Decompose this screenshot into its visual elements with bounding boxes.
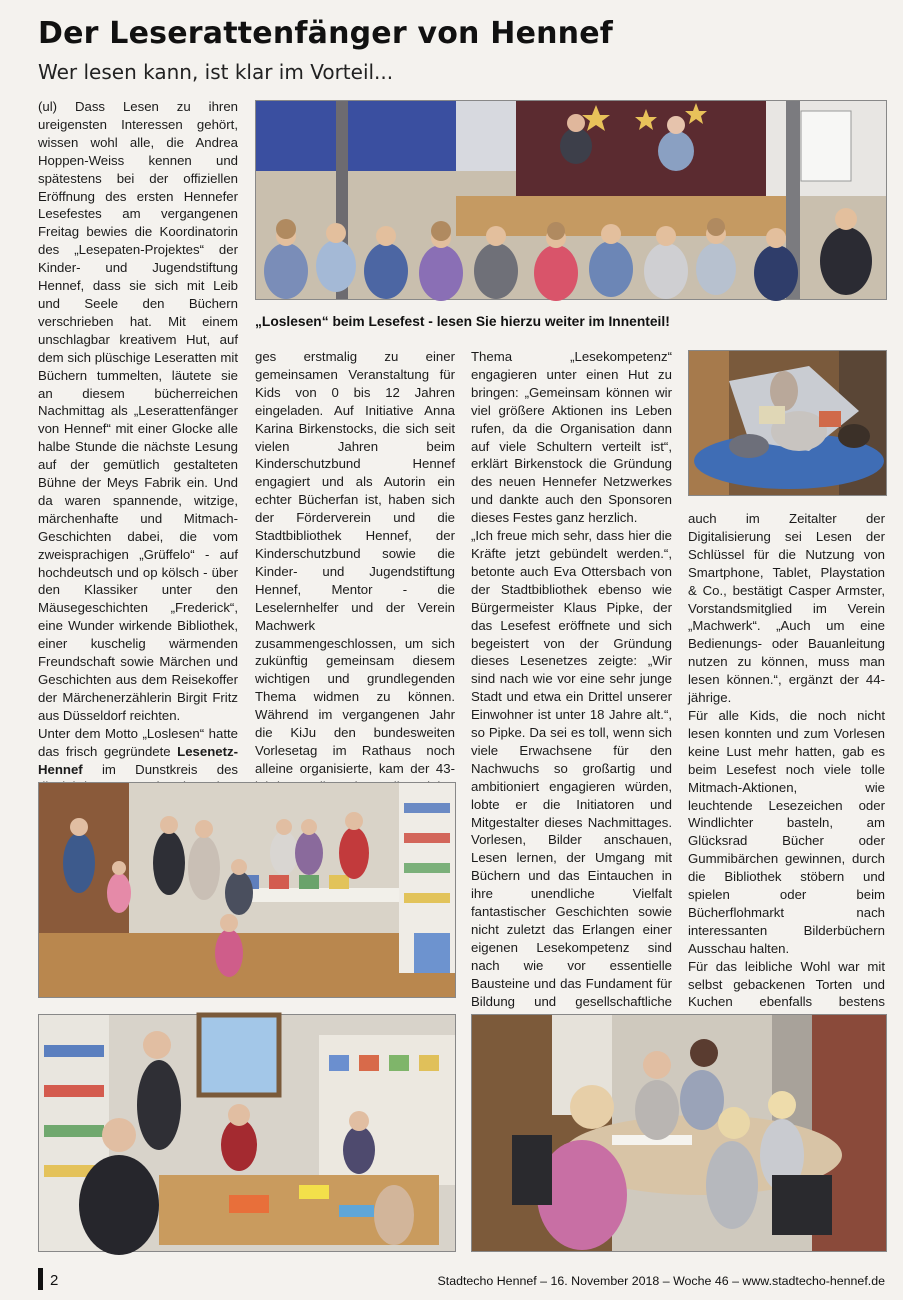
article-column-3 [471, 348, 672, 1009]
photo-stage-reading-graphic [256, 101, 886, 299]
article-column-2 [255, 348, 455, 776]
page-number: 2 [50, 1272, 59, 1289]
col1-paragraph-1: (ul) Dass Lesen zu ihren ureigensten Interessen gehört, wissen wohl alle, die Andrea Hoppen-Weiss kennen und spätestens bei der offiziellen Eröffnung des ersten Hennefer Lesefestes am vergangenen Freitag bewies die Koordinatorin des „Lesepaten-Projektes“ der Kinder- und Jugendstiftung Hennef, dass sie sich mit Leib und Seele den Büchern verschrieben hat. Mit einem unschlagbar kreativem Hut, auf dem sich plüschige Leseratten mit Büchern tummelten, läutete sie an diesem bücherreichen Nachmittag als „Leserattenfänger von Hennef“ mit einer Glocke alle halbe Stunde die nächste Lesung auf der gemütlich gestalteten Bühne der Meys Fabrik ein. Und da waren spannende, witzige, märchenhafte und Mitmach-Geschichten dabei, die vom zweisprachigen „Grüffelo“ - auf hochdeutsch und op kölsch - über den Klassiker unter den Mäusegeschichten „Frederick“, eine Wunder wirkende Bibliothek, einer kuschelig wärmenden Freundschaft sowie Märchen und Geschichten aus dem Reisekoffer der Märchenerzählerin Birgit Fritz aus Düsseldorf reichten. [38, 99, 238, 723]
page-number-bar [38, 1268, 43, 1290]
photo-book-table-graphic [39, 783, 455, 997]
lesenetz-hennef-bold: Lesenetz-Hennef [38, 743, 238, 777]
col3-paragraph-1: Thema „Lesekompetenz“ engagieren unter einen Hut zu bringen: „Gemeinsam können wir viel größere Aktionen ins Leben rufen, da die Organisation dann auf viele Schultern verteilt ist“, erklärt Birkenstock die Gründung des neuen Hennefer Netzwerkes und dankte auch den Sponsoren dieses Festes ganz herzlich. [471, 349, 672, 526]
photo-rat-hat-graphic [689, 351, 886, 495]
article-headline: Der Leserattenfänger von Hennef [38, 16, 614, 51]
photo-craft-table-graphic [39, 1015, 455, 1251]
col4-paragraph-2: Für alle Kids, die noch nicht lesen konnten und zum Vorlesen keine Lust mehr hatten, gab es beim Lesefest noch viele tolle Mitmach-Aktionen, wie leuchtende Lesezeichen oder Windlichter basteln, am Glücksrad Bücher oder Gummibärchen gewinnen, durch die Bibliothek stöbern und spielen oder beim Bücherflohmarkt nach interessanten Bilderbüchern Ausschau halten. [688, 707, 885, 956]
article-column-4 [688, 510, 885, 1010]
photo-caption: „Loslesen“ beim Lesefest - lesen Sie hierzu weiter im Innenteil! [255, 314, 670, 329]
photo-rat-hat [688, 350, 887, 496]
article-column-1 [38, 98, 238, 777]
photo-book-table [38, 782, 456, 998]
photo-children-crafting [471, 1014, 887, 1252]
col4-paragraph-3: Für das leibliche Wohl war mit selbst gebackenen Torten und Kuchen ebenfalls bestens [688, 958, 885, 1010]
photo-stage-reading [255, 100, 887, 300]
col4-paragraph-1: auch im Zeitalter der Digitalisierung sei Lesen der Schlüssel für die Nutzung von Smartphone, Tablet, Playstation & Co., bestätigt Casper Armster, Vorstandsmitglied im Verein „Machwerk“. „Auch um eine Bedienungs- oder Bauanleitung nutzen zu können, muss man lesen können.“, ergänzt der 44-jährige. [688, 511, 885, 706]
col2-paragraph-1: ges erstmalig zu einer gemeinsamen Veranstaltung für Kids von 0 bis 12 Jahren eingeladen. Auf Initiative Anna Karina Birkenstocks, die sich seit vielen Jahren beim Kinderschutzbund Hennef engagiert und als Autorin ein echter Bücherfan ist, haben sich der Förderverein und die Stadtbibliothek Hennef, der Kinderschutzbund sowie die Kinder- und Jugendstiftung Hennef, Mentor - die Leselernhelfer und der Verein Machwerk zusammengeschlossen, um sich zukünftig gemeinsam diesem wichtigen und grundlegenden Thema widmen zu können. Während im vergangenen Jahr die KiJu den bundesweiten Vorlesetag im Rathaus noch alleine organisierte, kam der 43- [255, 349, 455, 776]
article-subheadline: Wer lesen kann, ist klar im Vorteil... [38, 60, 394, 84]
col1-p2-end: im Dunstkreis des [101, 761, 238, 777]
photo-craft-table [38, 1014, 456, 1252]
col1-p2-start: Unter dem Motto „Loslesen“ hatte das frisch gegründete [38, 725, 238, 759]
photo-children-crafting-graphic [472, 1015, 886, 1251]
footer-imprint: Stadtecho Hennef – 16. November 2018 – Woche 46 – www.stadtecho-hennef.de [437, 1274, 885, 1288]
col3-paragraph-2: „Ich freue mich sehr, dass hier die Kräfte jetzt gebündelt werden.“, betonte auch Eva Ottersbach von der Stadtbibliothek ebenso wie Bürgermeister Klaus Pipke, der das Lesefest eröffnete und sich begeistert von der Gründung dieses Lesenetzes zeigte: „Wir sind nach wie vor eine sehr junge Stadt und etwa ein Drittel unserer Einwohner ist unter 18 Jahre alt.“, so Pipke. Da sei es toll, wenn sich viele Erwachsene für den Nachwuchs so großartig und ambitioniert engagieren würden, lobte er die Initiatoren und Mitgestalter dieses Nachmittages. Vorlesen, Bilder anschauen, Lesen lernen, der Umgang mit Büchern und das Eintauchen in ihre unendliche Vielfalt fantastischer Geschichten sowie nicht zuletzt das Erlangen einer eigenen Lesekompetenz sind nach wie vor essentielle Bausteine und das Fundament für Bildung und gesellschaftliche [471, 528, 672, 1009]
